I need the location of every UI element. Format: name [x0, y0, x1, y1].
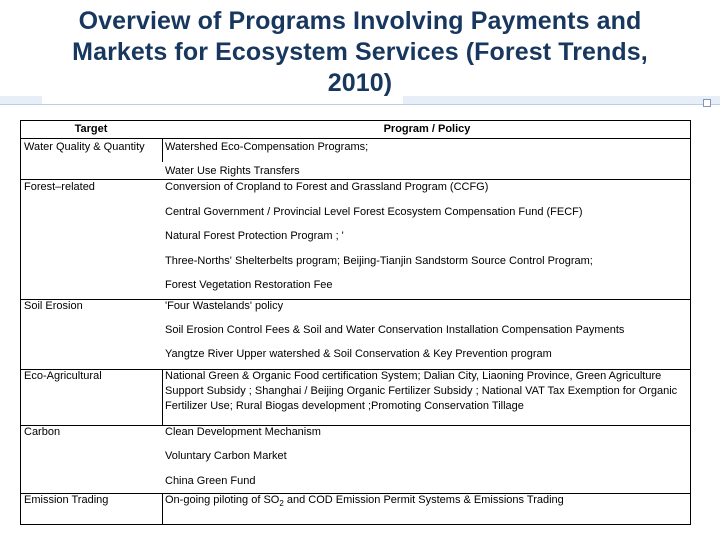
accent-rule: [0, 104, 720, 105]
program-text-part: On-going piloting of SO: [165, 494, 280, 506]
title-line-1: Overview of Programs Involving Payments and: [78, 7, 642, 35]
table-row: [21, 494, 690, 524]
header-target: Target: [74, 123, 108, 135]
program-item: Three-Norths' Shelterbelts program; Beijing-Tianjin Sandstorm Source Control Program;: [165, 255, 593, 267]
program-item: China Green Fund: [165, 475, 256, 487]
program-item: Yangtze River Upper watershed & Soil Conservation & Key Prevention program: [165, 348, 552, 360]
row-target: Soil Erosion: [24, 300, 83, 312]
table-row: [21, 370, 690, 426]
program-item: Water Use Rights Transfers: [165, 165, 300, 177]
program-item: Soil Erosion Control Fees & Soil and Water Conservation Installation Compensation Payments: [165, 324, 625, 336]
table-row: [21, 300, 690, 370]
table-row: [21, 426, 690, 494]
program-text-part: and COD Emission Permit Systems & Emissions Trading: [283, 494, 564, 506]
program-item: Central Government / Provincial Level Forest Ecosystem Compensation Fund (FECF): [165, 206, 583, 218]
table-header: [21, 121, 690, 139]
program-item: Conversion of Cropland to Forest and Grassland Program (CCFG): [165, 181, 489, 193]
table-row: [21, 180, 690, 300]
program-item: 'Four Wastelands' policy: [165, 300, 284, 312]
column-divider: [162, 139, 163, 162]
program-item: Clean Development Mechanism: [165, 426, 321, 438]
program-item: Forest Vegetation Restoration Fee: [165, 279, 333, 291]
header-program: Program / Policy: [383, 123, 471, 135]
row-target: Eco-Agricultural: [24, 370, 102, 382]
row-target: Emission Trading: [24, 494, 109, 506]
program-item: National Green & Organic Food certification System; Dalian City, Liaoning Province, Green Agriculture Support Subsidy ; Shanghai / Beijing Organic Fertilizer Subsidy ; National VAT Tax Exemption for Organic Fertilizer Use; Rural Biogas development ;Promoting Conservation Tillage: [165, 370, 678, 412]
program-item: Voluntary Carbon Market: [165, 450, 287, 462]
accent-square-icon: [703, 99, 711, 107]
program-item: Natural Forest Protection Program ; ': [165, 230, 344, 242]
subscript-two: 2: [279, 499, 284, 509]
title-line-3: 2010): [327, 69, 393, 97]
column-divider: [162, 494, 163, 524]
row-target: Carbon: [24, 426, 61, 438]
program-item: Watershed Eco-Compensation Programs;: [165, 141, 369, 153]
table-row: [21, 139, 690, 180]
column-divider: [162, 370, 163, 426]
programs-table: [20, 120, 691, 525]
program-item: [165, 494, 687, 510]
row-target: Forest–related: [24, 181, 95, 193]
row-target: Water Quality & Quantity: [24, 141, 145, 153]
title-line-2: Markets for Ecosystem Services (Forest Trends,: [72, 38, 648, 66]
slide-title: [0, 6, 720, 99]
